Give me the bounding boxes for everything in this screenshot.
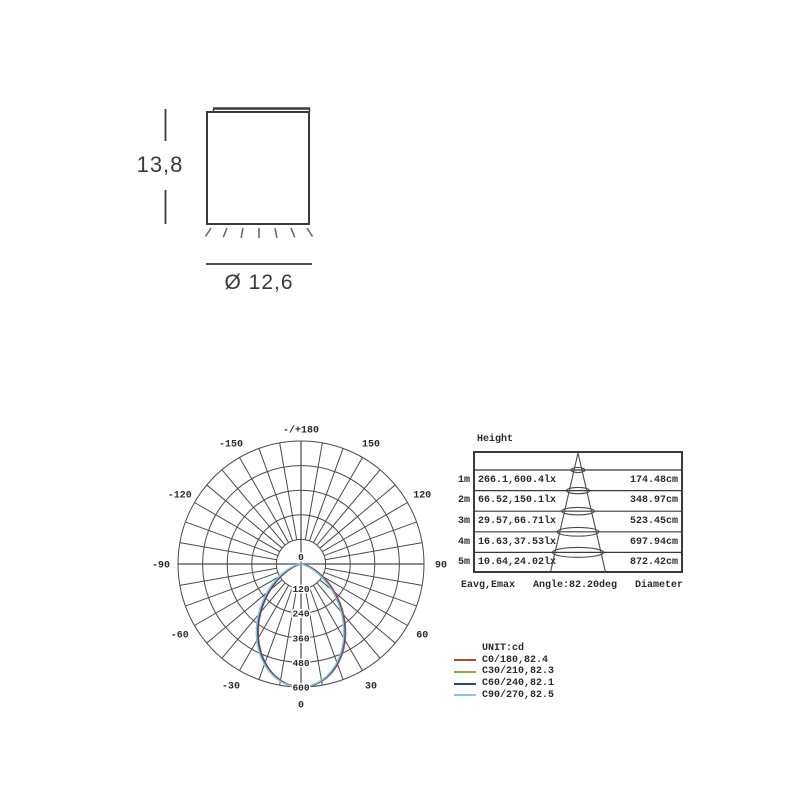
height-label: 4m xyxy=(457,536,470,548)
height-label: 5m xyxy=(457,557,470,569)
polar-angle-label: 120 xyxy=(413,490,432,502)
polar-angle-label: -60 xyxy=(170,630,189,642)
polar-spoke xyxy=(180,568,277,585)
eavg-emax-value: 66.52,150.1lx xyxy=(478,495,557,507)
polar-angle-label: 60 xyxy=(416,630,429,642)
legend-entry xyxy=(454,678,624,690)
spacer xyxy=(446,451,470,470)
light-ray xyxy=(223,228,227,237)
diameter-value: 872.42cm xyxy=(629,557,678,569)
polar-spoke xyxy=(309,448,343,540)
polar-spoke xyxy=(305,443,322,540)
height-label: 2m xyxy=(457,495,470,507)
light-cone-diagram xyxy=(473,451,683,573)
legend-label: C60/240,82.1 xyxy=(482,678,555,690)
fixture-body-outline xyxy=(207,112,309,224)
light-ray xyxy=(241,228,243,238)
legend-label: C90/270,82.5 xyxy=(482,689,555,701)
polar-angle-label: -90 xyxy=(151,560,171,572)
diameter-value: 697.94cm xyxy=(629,536,678,548)
polar-angle-label: -/+180 xyxy=(282,425,320,437)
polar-radial-label: 120 xyxy=(292,584,310,596)
cone-table-title: Height xyxy=(477,434,514,445)
polar-radial-label: 480 xyxy=(292,657,310,669)
diameter-value: 348.97cm xyxy=(629,495,678,507)
legend-entry xyxy=(454,666,624,678)
diameter-value: 523.45cm xyxy=(629,515,678,527)
polar-angle-label: 90 xyxy=(434,560,448,572)
light-ray xyxy=(275,228,277,238)
cone-table-footer xyxy=(461,580,683,591)
eavg-emax-value: 29.57,66.71lx xyxy=(478,515,557,527)
polar-radial-label: 0 xyxy=(298,552,304,563)
polar-radial-label: 600 xyxy=(292,682,310,694)
legend-entry xyxy=(454,655,624,667)
polar-angle-label: 0 xyxy=(297,700,305,712)
legend-swatch xyxy=(454,671,476,673)
beam-angle-caption: Angle:82.20deg xyxy=(532,580,617,591)
legend-swatch xyxy=(454,683,476,685)
light-ray xyxy=(307,228,312,236)
eavg-emax-caption: Eavg,Emax xyxy=(461,580,516,591)
light-ray xyxy=(291,228,295,237)
height-label: 1m xyxy=(457,474,470,486)
polar-intensity-chart xyxy=(150,415,462,715)
fixture-height-dimension: 13,8 xyxy=(136,152,184,177)
diameter-value: 174.48cm xyxy=(629,474,678,486)
polar-angle-label: -30 xyxy=(221,681,241,693)
cone-table-height-labels xyxy=(446,451,470,573)
light-ray xyxy=(206,228,211,236)
legend-swatch xyxy=(454,659,476,661)
polar-spoke xyxy=(325,543,422,560)
polar-angle-label: -120 xyxy=(167,490,192,502)
unit-label: UNIT:cd xyxy=(482,643,525,655)
polar-spoke xyxy=(325,568,422,585)
polar-angle-label: -150 xyxy=(218,439,244,451)
fixture-dimension-drawing xyxy=(130,95,330,280)
height-label: 3m xyxy=(457,515,470,527)
fixture-diameter-dimension: Ø 12,6 xyxy=(224,271,294,294)
legend-entry xyxy=(454,689,624,701)
polar-radial-label: 360 xyxy=(292,633,310,645)
polar-spoke xyxy=(180,543,277,560)
polar-radial-label: 240 xyxy=(292,608,310,620)
polar-spoke xyxy=(259,448,293,540)
polar-angle-label: 150 xyxy=(361,439,381,451)
polar-spoke xyxy=(324,522,416,556)
eavg-emax-value: 16.63,37.53lx xyxy=(478,536,557,548)
eavg-emax-value: 266.1,600.4lx xyxy=(478,474,557,486)
eavg-emax-value: 10.64,24.02lx xyxy=(478,557,557,569)
legend-unit-row xyxy=(454,643,624,655)
legend-swatch xyxy=(454,694,476,696)
polar-spoke xyxy=(280,443,297,540)
polar-spoke xyxy=(185,522,277,556)
diameter-caption: Diameter xyxy=(634,580,683,591)
chart-legend xyxy=(454,643,624,701)
legend-label: C0/180,82.4 xyxy=(482,654,549,666)
legend-label: C30/210,82.3 xyxy=(482,666,555,678)
polar-angle-label: 30 xyxy=(364,681,378,693)
